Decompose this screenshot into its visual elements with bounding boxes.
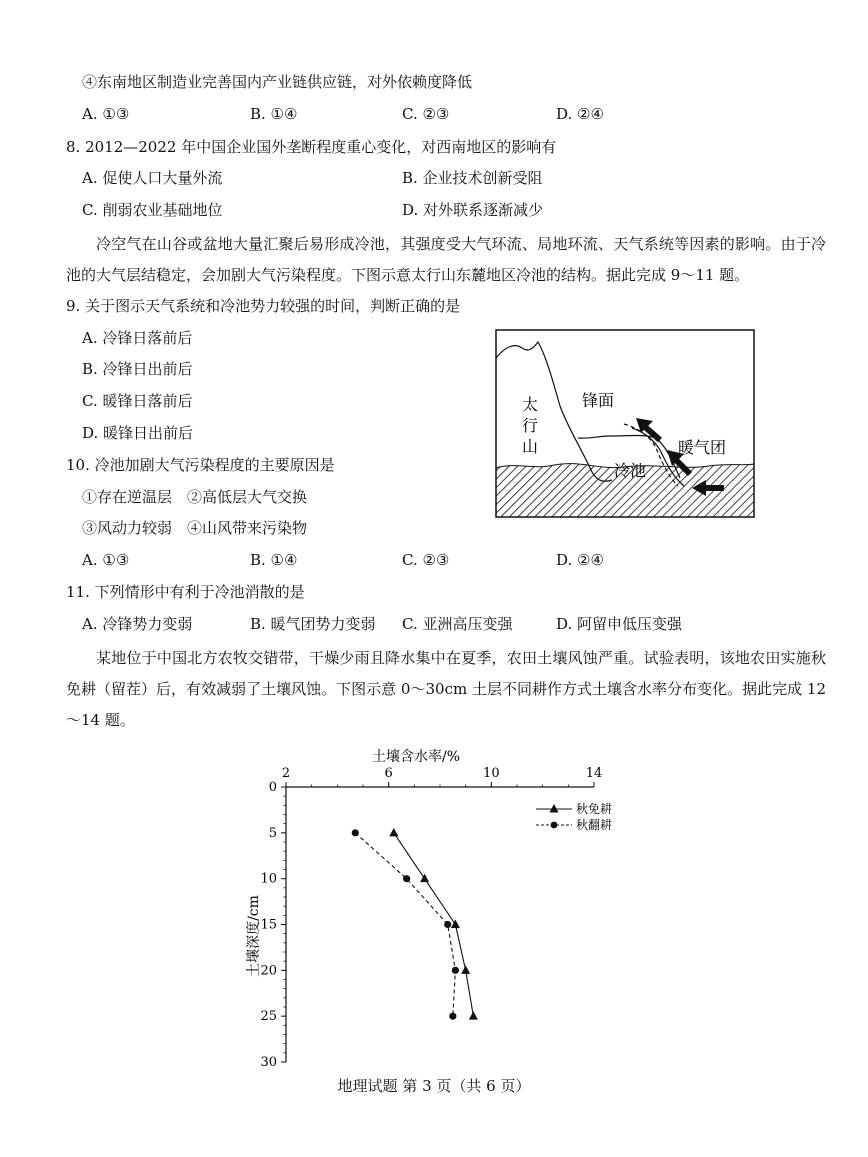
y-tick-label: 30 (260, 1055, 277, 1070)
y-tick-label: 0 (268, 780, 277, 795)
series-line-1 (394, 833, 474, 1016)
question-11: 11. 下列情形中有利于冷池消散的是 (66, 583, 305, 601)
q7-option-a[interactable]: A. ①③ (82, 105, 130, 123)
q9-option-c[interactable]: C. 暖锋日落前后 (82, 392, 193, 410)
cold-pool-diagram (494, 328, 756, 520)
mountain-label-2: 行 (522, 416, 539, 435)
triangle-marker (469, 1011, 478, 1020)
taihang-mountain-outline (496, 342, 615, 481)
y-axis-label: 土壤深度/cm (246, 895, 262, 977)
q9-option-b[interactable]: B. 冷锋日出前后 (82, 360, 193, 378)
q8-option-a[interactable]: A. 促使人口大量外流 (82, 169, 223, 187)
mountain-label-3: 山 (522, 437, 539, 456)
q11-option-a[interactable]: A. 冷锋势力变弱 (82, 615, 193, 633)
q7-item-4: ④东南地区制造业完善国内产业链供应链，对外依赖度降低 (82, 73, 473, 91)
q10-items-2: ③风动力较弱 ④山风带来污染物 (82, 519, 308, 537)
q10-items-1: ①存在逆温层 ②高低层大气交换 (82, 488, 308, 506)
q10-option-a[interactable]: A. ①③ (82, 551, 130, 569)
soil-moisture-chart (238, 744, 638, 1074)
q7-option-d[interactable]: D. ②④ (556, 105, 604, 123)
chart-title: 土壤含水率/% (371, 749, 461, 765)
x-tick-label: 14 (585, 766, 603, 781)
q11-option-c[interactable]: C. 亚洲高压变强 (402, 615, 513, 633)
x-tick-label: 2 (281, 766, 291, 781)
circle-marker (403, 875, 410, 882)
q7-option-c[interactable]: C. ②③ (402, 105, 450, 123)
question-9: 9. 关于图示天气系统和冷池势力较强的时间，判断正确的是 (66, 297, 461, 315)
legend-label-2: 秋翻耕 (576, 818, 613, 832)
cold-pool-label: 冷池 (614, 461, 647, 480)
q10-option-c[interactable]: C. ②③ (402, 551, 450, 569)
q7-option-b[interactable]: B. ①④ (250, 105, 298, 123)
front-label: 锋面 (582, 391, 615, 410)
circle-marker (444, 921, 451, 928)
q8-option-c[interactable]: C. 削弱农业基础地位 (82, 201, 223, 219)
q8-option-d[interactable]: D. 对外联系逐渐减少 (402, 201, 544, 219)
q10-option-b[interactable]: B. ①④ (250, 551, 298, 569)
y-tick-label: 15 (260, 917, 277, 933)
circle-marker (452, 967, 459, 974)
mountain-label-1: 太 (522, 395, 539, 414)
q8-option-b[interactable]: B. 企业技术创新受阻 (402, 169, 543, 187)
y-tick-label: 5 (268, 825, 277, 841)
q10-option-d[interactable]: D. ②④ (556, 551, 604, 569)
question-8: 8. 2012—2022 年中国企业国外垄断程度重心变化，对西南地区的影响有 (66, 138, 557, 156)
x-tick-label: 10 (483, 766, 500, 781)
q9-option-a[interactable]: A. 冷锋日落前后 (82, 329, 193, 347)
y-tick-label: 10 (260, 871, 277, 887)
intro-12-14: 某地位于中国北方农牧交错带，干燥少雨且降水集中在夏季，农田土壤风蚀严重。试验表明，该地农田实施秋免耕（留茬）后，有效减弱了土壤风蚀。下图示意 0～30cm 土层不同耕作方式土壤含水率分布变化。据此完成 12～14 题。 (66, 649, 826, 729)
triangle-marker (461, 965, 470, 974)
circle-marker (352, 829, 359, 836)
circle-marker (449, 1013, 456, 1020)
x-tick-label: 6 (384, 766, 393, 781)
q11-option-b[interactable]: B. 暖气团势力变弱 (250, 615, 376, 633)
series-line-2 (355, 833, 455, 1016)
legend-triangle-marker (550, 804, 559, 813)
question-10: 10. 冷池加剧大气污染程度的主要原因是 (66, 456, 335, 474)
warm-air-label: 暖气团 (678, 438, 727, 457)
y-tick-label: 20 (260, 963, 277, 979)
q9-option-d[interactable]: D. 暖锋日出前后 (82, 424, 194, 442)
y-tick-label: 25 (260, 1009, 277, 1025)
intro-9-11: 冷空气在山谷或盆地大量汇聚后易形成冷池，其强度受大气环流、局地环流、天气系统等因素的影响。由于冷池的大气层结稳定，会加剧大气污染程度。下图示意太行山东麓地区冷池的结构。据此完成 9～11 题。 (66, 235, 826, 284)
q11-option-d[interactable]: D. 阿留申低压变强 (556, 615, 683, 633)
triangle-marker (389, 828, 398, 837)
legend-label-1: 秋免耕 (576, 802, 613, 816)
page-footer: 地理试题 第 3 页（共 6 页） (337, 1077, 531, 1095)
legend-circle-marker (551, 822, 558, 829)
